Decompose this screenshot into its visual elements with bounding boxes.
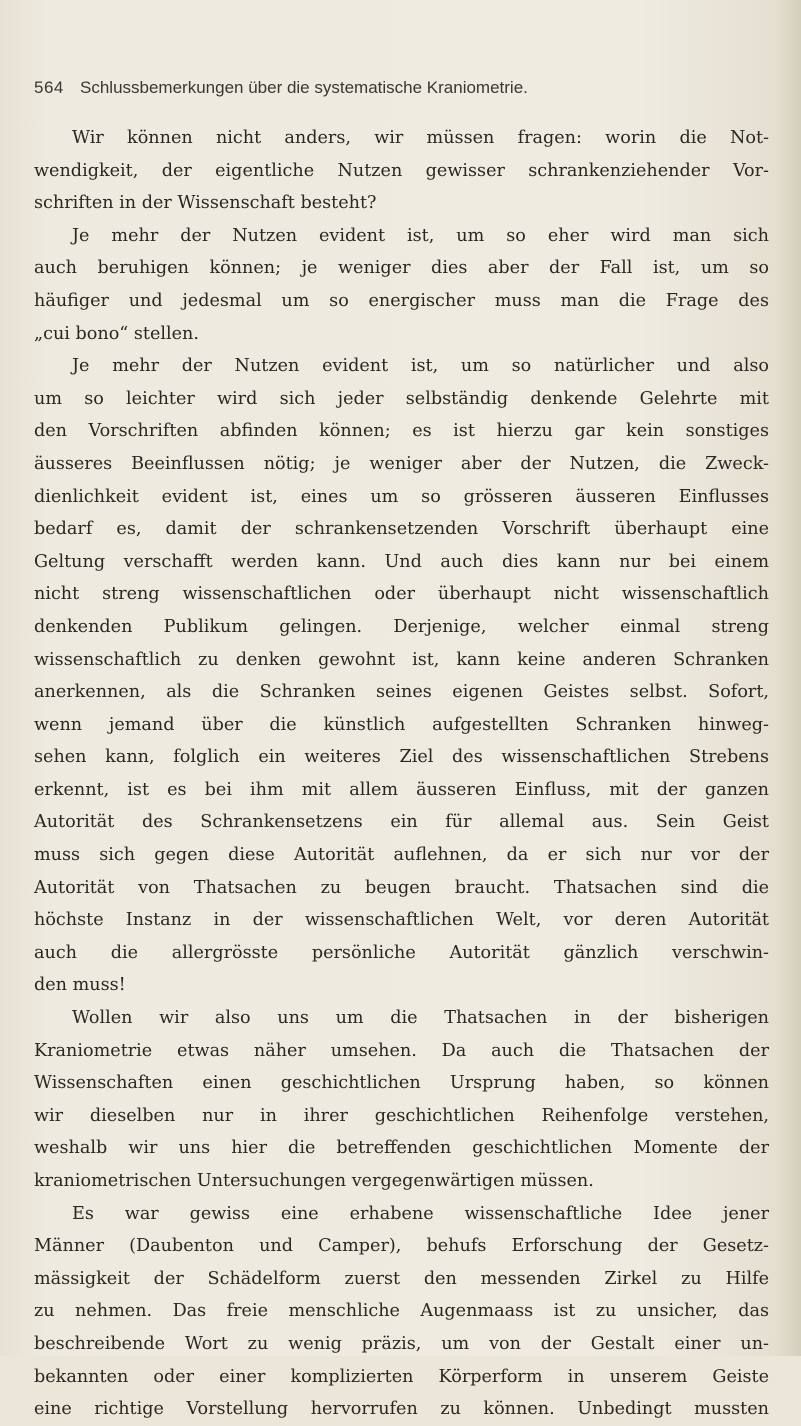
text-line: Autorität des Schrankensetzens ein für allemal aus. Sein Geist (34, 812, 769, 833)
text-line: Geltung verschafft werden kann. Und auch dies kann nur bei einem (34, 551, 769, 572)
text-line: Es war gewiss eine erhabene wissenschaftliche Idee jener (72, 1203, 769, 1224)
text-line: sehen kann, folglich ein weiteres Ziel des wissenschaftlichen Strebens (34, 747, 769, 768)
running-head (34, 78, 761, 104)
text-line: wenn jemand über die künstlich aufgestellten Schranken hinweg- (34, 714, 769, 735)
text-line: wendigkeit, der eigentliche Nutzen gewisser schrankenziehender Vor- (34, 160, 769, 181)
text-line: anerkennen, als die Schranken seines eigenen Geistes selbst. Sofort, (34, 682, 769, 703)
text-line: Wir können nicht anders, wir müssen fragen: worin die Not- (72, 128, 769, 148)
page-edge-shadow (775, 0, 801, 1356)
text-line: zu nehmen. Das freie menschliche Augenmaass ist zu unsicher, das (34, 1301, 769, 1322)
text-line: häufiger und jedesmal um so energischer muss man die Frage des (34, 290, 769, 311)
text-line: eine richtige Vorstellung hervorrufen zu können. Unbedingt mussten (34, 1399, 769, 1420)
text-line: äusseres Beeinflussen nötig; je weniger aber der Nutzen, die Zweck- (34, 453, 769, 474)
text-line: nicht streng wissenschaftlichen oder überhaupt nicht wissenschaftlich (34, 584, 769, 605)
text-line: „cui bono“ stellen. (34, 323, 199, 344)
text-line: bedarf es, damit der schrankensetzenden Vorschrift überhaupt eine (34, 519, 769, 540)
text-line: Autorität von Thatsachen zu beugen braucht. Thatsachen sind die (34, 877, 769, 898)
text-line: dienlichkeit evident ist, eines um so grösseren äusseren Einflusses (34, 486, 769, 507)
text-line: schriften in der Wissenschaft besteht? (34, 193, 377, 214)
text-line: auch die allergrösste persönliche Autorität gänzlich verschwin- (34, 942, 769, 963)
text-line: denkenden Publikum gelingen. Derjenige, welcher einmal streng (34, 616, 769, 637)
text-line: weshalb wir uns hier die betreffenden geschichtlichen Momente der (34, 1138, 769, 1159)
text-line: bekannten oder einer komplizierten Körperform in unserem Geiste (34, 1366, 769, 1387)
running-title: Schlussbemerkungen über die systematische Kraniometrie. (80, 78, 528, 97)
text-line: kraniometrischen Untersuchungen vergegenwärtigen müssen. (34, 1171, 594, 1191)
text-line: beschreibende Wort zu wenig präzis, um von der Gestalt einer un- (34, 1333, 769, 1354)
page-number: 564 (34, 78, 64, 97)
text-line: Wollen wir also uns um die Thatsachen in der bisherigen (72, 1008, 769, 1029)
text-line: auch beruhigen können; je weniger dies aber der Fall ist, um so (34, 258, 769, 279)
text-line: um so leichter wird sich jeder selbständig denkende Gelehrte mit (34, 388, 769, 409)
text-line: mässigkeit der Schädelform zuerst den messenden Zirkel zu Hilfe (34, 1268, 769, 1289)
text-line: den muss! (34, 975, 126, 996)
text-line: muss sich gegen diese Autorität auflehnen, da er sich nur vor der (34, 845, 769, 866)
text-line: Je mehr der Nutzen evident ist, um so natürlicher und also (72, 356, 769, 377)
text-line: Wissenschaften einen geschichtlichen Ursprung haben, so können (34, 1073, 769, 1094)
text-line: Je mehr der Nutzen evident ist, um so eher wird man sich (72, 225, 769, 246)
text-line: den Vorschriften abfinden können; es ist hierzu gar kein sonstiges (34, 421, 769, 442)
text-line: wissenschaftlich zu denken gewohnt ist, kann keine anderen Schranken (34, 649, 769, 670)
text-line: Männer (Daubenton und Camper), behufs Erforschung der Gesetz- (34, 1236, 769, 1257)
text-line: Kraniometrie etwas näher umsehen. Da auch die Thatsachen der (34, 1040, 769, 1061)
text-line: wir dieselben nur in ihrer geschichtlichen Reihenfolge verstehen, (34, 1105, 769, 1126)
text-line: erkennt, ist es bei ihm mit allem äusseren Einfluss, mit der ganzen (34, 779, 769, 800)
text-line: höchste Instanz in der wissenschaftlichen Welt, vor deren Autorität (34, 910, 769, 931)
body-text (34, 122, 769, 1426)
